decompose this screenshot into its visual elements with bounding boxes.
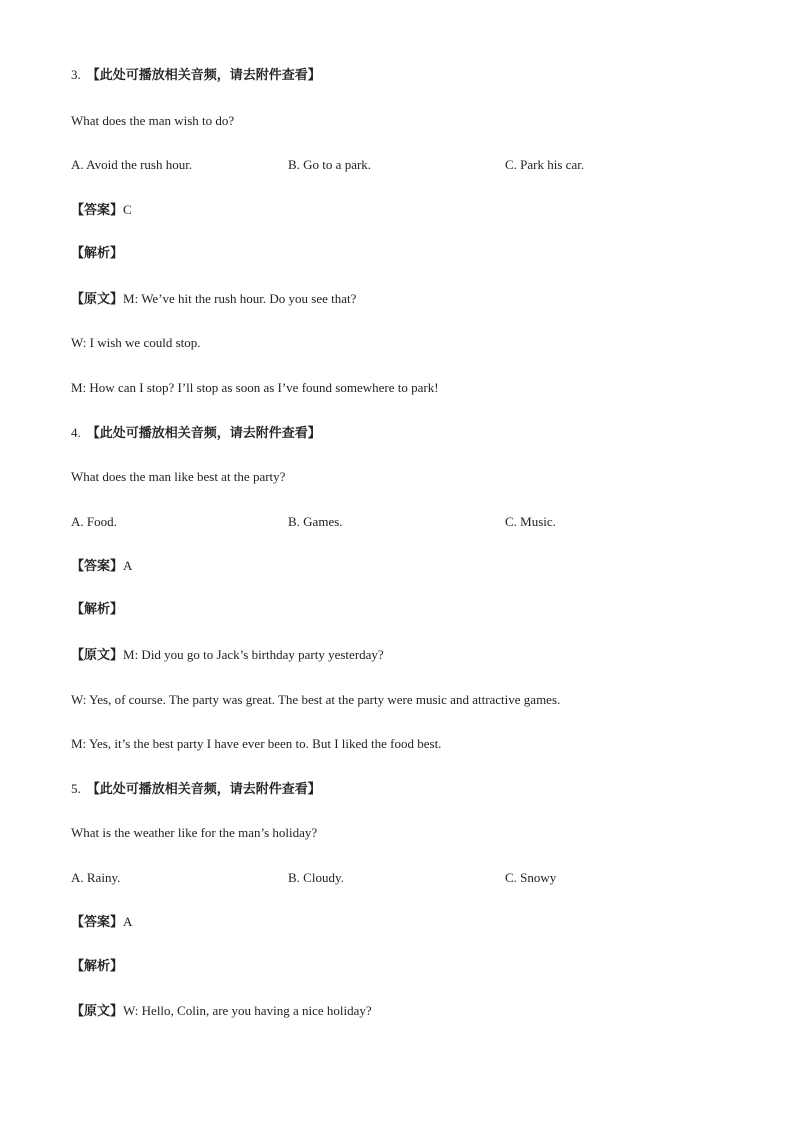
question-3-transcript-2: W: I wish we could stop. <box>71 335 201 350</box>
option-a: A. Rainy. <box>71 870 121 885</box>
option-c: C. Music. <box>505 514 556 529</box>
answer-label: 【答案】 <box>71 203 124 218</box>
question-number: 4. <box>71 425 81 440</box>
question-5-transcript-1 <box>71 1002 372 1020</box>
question-4-options <box>0 513 794 531</box>
audio-notice: 【此处可播放相关音频，请去附件查看】 <box>86 426 321 441</box>
transcript-line: M: Did you go to Jack’s birthday party yesterday? <box>123 647 384 662</box>
question-4-transcript-2: W: Yes, of course. The party was great. The best at the party were music and attractive games. <box>71 692 561 707</box>
question-3-analysis-label: 【解析】 <box>71 246 124 261</box>
question-4-transcript-3: M: Yes, it’s the best party I have ever been to. But I liked the food best. <box>71 736 442 751</box>
answer-value: C <box>123 202 132 217</box>
answer-value: A <box>123 914 133 929</box>
answer-label: 【答案】 <box>71 915 124 930</box>
question-4-analysis-label: 【解析】 <box>71 602 124 617</box>
audio-notice: 【此处可播放相关音频，请去附件查看】 <box>86 782 321 797</box>
question-5-answer <box>71 913 132 931</box>
option-b: B. Cloudy. <box>288 870 344 885</box>
option-b: B. Games. <box>288 514 343 529</box>
question-5-options <box>0 869 794 887</box>
original-label: 【原文】 <box>71 648 124 663</box>
answer-label: 【答案】 <box>71 559 124 574</box>
question-number: 3. <box>71 67 81 82</box>
question-number: 5. <box>71 781 81 796</box>
question-3-prompt: What does the man wish to do? <box>71 113 235 128</box>
question-5-prompt: What is the weather like for the man’s holiday? <box>71 825 318 840</box>
question-4-transcript-1 <box>71 646 384 664</box>
question-5-analysis-label: 【解析】 <box>71 959 124 974</box>
question-4-prompt: What does the man like best at the party? <box>71 469 286 484</box>
original-label: 【原文】 <box>71 1004 124 1019</box>
option-c: C. Snowy <box>505 870 557 885</box>
original-label: 【原文】 <box>71 292 124 307</box>
audio-notice: 【此处可播放相关音频，请去附件查看】 <box>86 68 321 83</box>
question-3-header <box>71 66 321 84</box>
question-4-answer <box>71 557 132 575</box>
question-5-header <box>71 780 321 798</box>
option-a: A. Food. <box>71 514 117 529</box>
option-c: C. Park his car. <box>505 157 585 172</box>
question-3-options <box>0 156 794 174</box>
question-3-answer <box>71 201 132 219</box>
answer-value: A <box>123 558 133 573</box>
transcript-line: M: We’ve hit the rush hour. Do you see that? <box>123 291 357 306</box>
option-b: B. Go to a park. <box>288 157 372 172</box>
question-4-header <box>71 424 321 442</box>
question-3-transcript-3: M: How can I stop? I’ll stop as soon as I’ve found somewhere to park! <box>71 380 439 395</box>
question-3-transcript-1 <box>71 290 356 308</box>
option-a: A. Avoid the rush hour. <box>71 157 193 172</box>
transcript-line: W: Hello, Colin, are you having a nice holiday? <box>123 1003 372 1018</box>
